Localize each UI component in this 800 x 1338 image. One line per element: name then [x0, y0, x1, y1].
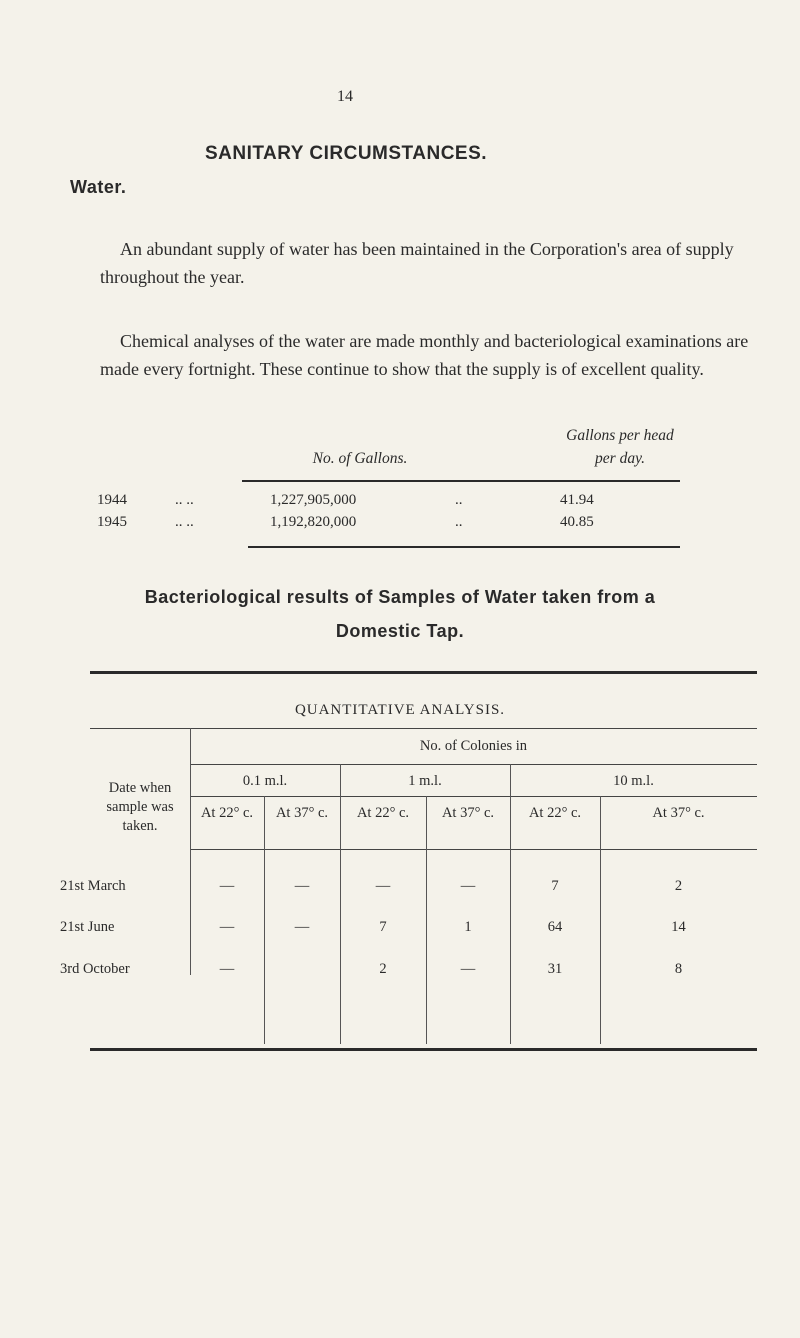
- header-rule-1: [190, 764, 757, 765]
- gallons-header: No. of Gallons.: [312, 450, 408, 467]
- column-divider: [190, 728, 191, 975]
- leader-dots: .. ..: [175, 514, 194, 530]
- group-header: 10 m.l.: [613, 773, 654, 789]
- header-rule-3: [190, 849, 757, 850]
- paragraph-supply: An abundant supply of water has been maintained in the Corporation's area of supply throughout the year.: [100, 239, 734, 287]
- quantitative-analysis-title: QUANTITATIVE ANALYSIS.: [294, 702, 506, 718]
- cell-value: 7: [379, 919, 387, 935]
- leader-dots: ..: [455, 514, 463, 530]
- sub-header: At 22° c.: [356, 805, 410, 821]
- per-head-header-1: Gallons per head: [566, 427, 674, 444]
- year: 1945: [97, 514, 127, 530]
- section-heading: Water.: [70, 177, 127, 197]
- row-date: 3rd October: [60, 961, 130, 977]
- column-divider: [340, 764, 341, 1044]
- thick-rule-bottom: [90, 1048, 757, 1051]
- table-row: [0, 492, 800, 512]
- leader-dots: .. ..: [175, 492, 194, 508]
- year: 1944: [97, 492, 127, 508]
- cell-value: 7: [551, 878, 559, 894]
- per-head-value: 40.85: [560, 514, 594, 530]
- leader-dots: ..: [455, 492, 463, 508]
- page-title: SANITARY CIRCUMSTANCES.: [204, 143, 488, 164]
- cell-value: —: [375, 878, 391, 894]
- cell-value: 2: [379, 961, 387, 977]
- bottom-rule: [248, 546, 680, 548]
- cell-value: —: [294, 878, 310, 894]
- page-number: 14: [337, 88, 353, 105]
- thick-rule-top: [90, 671, 757, 674]
- cell-value: —: [219, 878, 235, 894]
- cell-value: 1: [464, 919, 472, 935]
- table-row: [0, 514, 800, 534]
- cell-value: —: [460, 961, 476, 977]
- row-date: 21st June: [60, 919, 115, 935]
- cell-value: 2: [674, 878, 683, 894]
- bacteriological-title-line-1: Bacteriological results of Samples of Water taken from a: [144, 587, 656, 607]
- cell-value: —: [219, 919, 235, 935]
- bacteriological-title-line-2: Domestic Tap.: [335, 621, 465, 641]
- cell-value: 8: [674, 961, 683, 977]
- group-header: 0.1 m.l.: [242, 773, 288, 789]
- sub-header: At 37° c.: [652, 805, 705, 821]
- cell-value: —: [460, 878, 476, 894]
- sub-header: At 22° c.: [200, 805, 254, 821]
- per-head-header-2: per day.: [595, 450, 645, 467]
- group-header: 1 m.l.: [408, 773, 442, 789]
- header-rule-2: [190, 796, 757, 797]
- cell-value: —: [219, 961, 235, 977]
- gallons-value: 1,227,905,000: [270, 492, 357, 508]
- gallons-value: 1,192,820,000: [270, 514, 357, 530]
- cell-value: 64: [547, 919, 563, 935]
- top-rule: [242, 480, 680, 482]
- cell-value: —: [294, 919, 310, 935]
- colonies-header: No. of Colonies in: [419, 738, 528, 754]
- cell-value: 31: [547, 961, 563, 977]
- row-date: 21st March: [60, 878, 126, 894]
- paragraph-analyses: Chemical analyses of the water are made monthly and bacteriological examinations are made every fortnight. These continue to show that the supply is of excellent quality.: [100, 331, 749, 379]
- per-head-value: 41.94: [560, 492, 594, 508]
- sub-header: At 22° c.: [528, 805, 582, 821]
- sub-header: At 37° c.: [441, 805, 495, 821]
- sub-header: At 37° c.: [275, 805, 329, 821]
- date-header: Date when sample was taken.: [106, 780, 174, 834]
- column-divider: [510, 764, 511, 1044]
- cell-value: 14: [671, 919, 686, 935]
